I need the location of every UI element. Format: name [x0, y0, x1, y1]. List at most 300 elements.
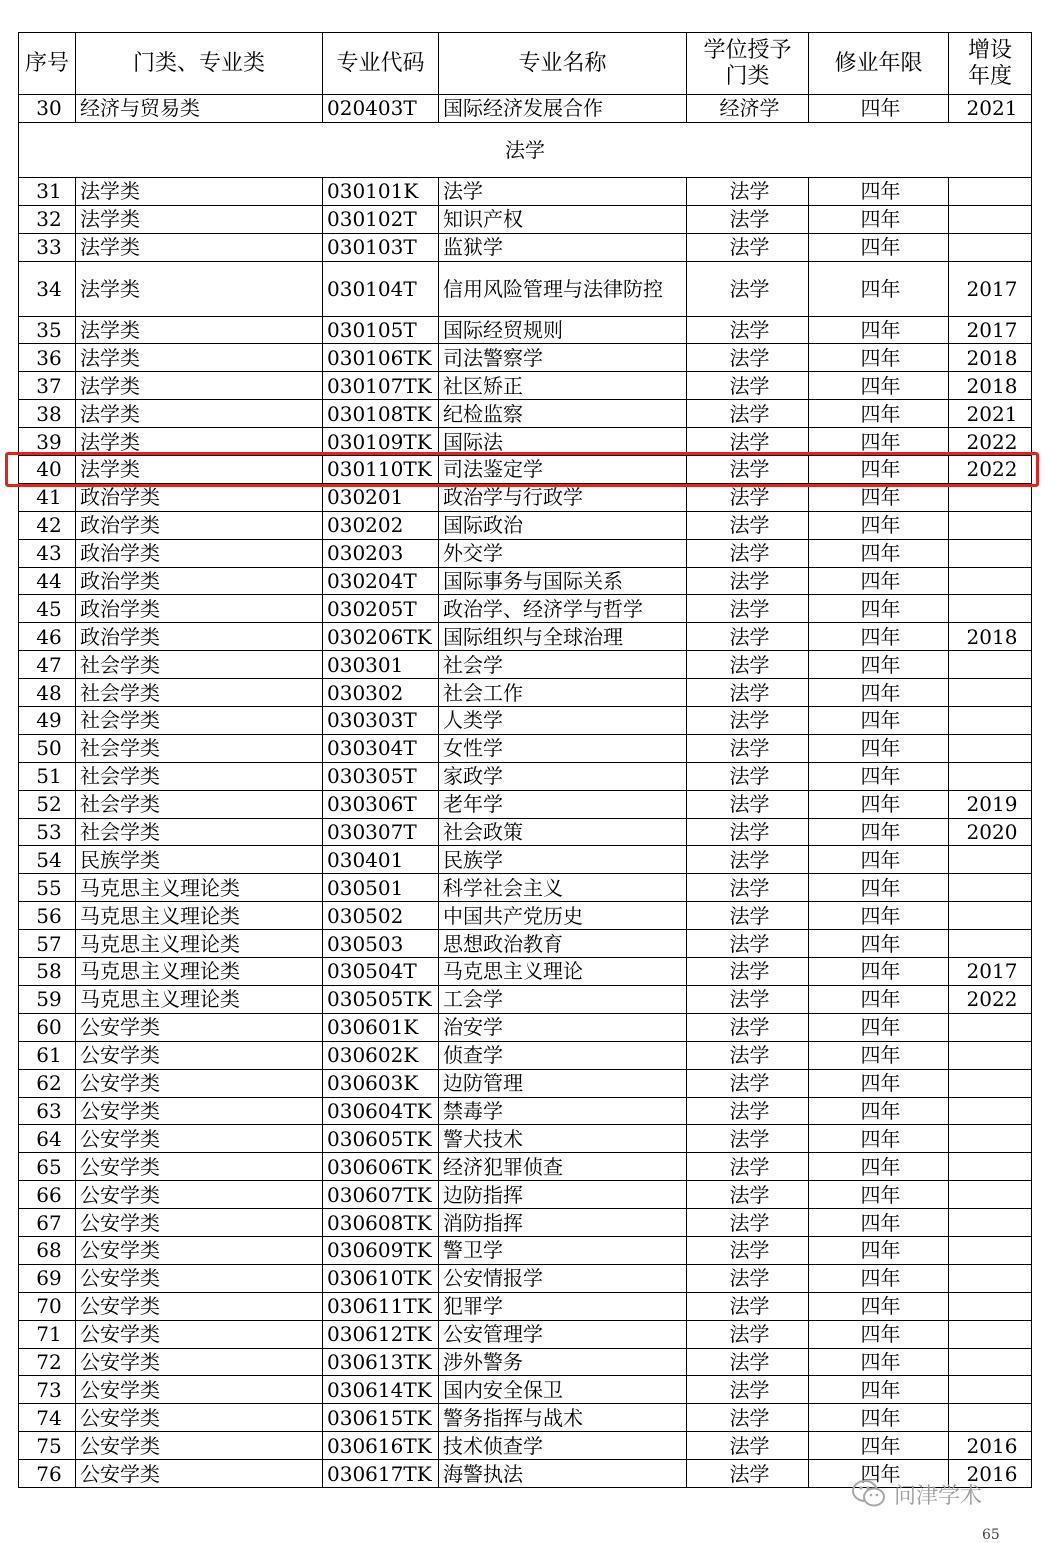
- cell-code: 030302: [323, 679, 439, 707]
- table-row: [19, 1404, 1032, 1432]
- cell-degree: 法学: [687, 595, 809, 623]
- cell-name: 国际政治: [439, 511, 687, 539]
- cell-category: 公安学类: [76, 1209, 323, 1237]
- cell-added-year: 2016: [949, 1432, 1032, 1460]
- cell-added-year: [949, 205, 1032, 233]
- cell-degree: 法学: [687, 567, 809, 595]
- table-row: [19, 1209, 1032, 1237]
- cell-name: 消防指挥: [439, 1209, 687, 1237]
- cell-degree: 法学: [687, 707, 809, 735]
- cell-code: 030611TK: [323, 1292, 439, 1320]
- cell-degree: 法学: [687, 762, 809, 790]
- table-row: [19, 1069, 1032, 1097]
- cell-degree: 法学: [687, 1348, 809, 1376]
- cell-name: 信用风险管理与法律防控: [439, 261, 687, 316]
- cell-category: 公安学类: [76, 1292, 323, 1320]
- cell-name: 司法鉴定学: [439, 456, 687, 484]
- cell-years: 四年: [809, 818, 949, 846]
- cell-years: 四年: [809, 1404, 949, 1432]
- cell-added-year: [949, 1292, 1032, 1320]
- table-row: [19, 734, 1032, 762]
- cell-years: 四年: [809, 567, 949, 595]
- cell-no: 54: [19, 846, 76, 874]
- cell-no: 42: [19, 511, 76, 539]
- cell-degree: 法学: [687, 344, 809, 372]
- cell-degree: 法学: [687, 1041, 809, 1069]
- cell-no: 35: [19, 316, 76, 344]
- table-row: [19, 372, 1032, 400]
- table-row: [19, 233, 1032, 261]
- cell-degree: 法学: [687, 958, 809, 986]
- cell-name: 治安学: [439, 1013, 687, 1041]
- cell-name: 社会政策: [439, 818, 687, 846]
- table-header-row: [19, 33, 1032, 95]
- cell-no: 75: [19, 1432, 76, 1460]
- cell-no: 33: [19, 233, 76, 261]
- cell-code: 030605TK: [323, 1125, 439, 1153]
- cell-no: 55: [19, 874, 76, 902]
- table-row: [19, 316, 1032, 344]
- cell-code: 030607TK: [323, 1181, 439, 1209]
- cell-added-year: [949, 707, 1032, 735]
- cell-no: 51: [19, 762, 76, 790]
- cell-added-year: 2017: [949, 958, 1032, 986]
- cell-degree: 法学: [687, 261, 809, 316]
- cell-years: 四年: [809, 1181, 949, 1209]
- cell-code: 030604TK: [323, 1097, 439, 1125]
- cell-years: 四年: [809, 205, 949, 233]
- table-row: [19, 874, 1032, 902]
- cell-no: 43: [19, 539, 76, 567]
- cell-added-year: 2021: [949, 95, 1032, 123]
- cell-category: 法学类: [76, 400, 323, 428]
- cell-category: 政治学类: [76, 567, 323, 595]
- cell-code: 030503: [323, 930, 439, 958]
- cell-name: 警务指挥与战术: [439, 1404, 687, 1432]
- table-row: [19, 177, 1032, 205]
- highlight-box: [5, 452, 1039, 488]
- cell-name: 家政学: [439, 762, 687, 790]
- cell-degree: 法学: [687, 1292, 809, 1320]
- cell-name: 女性学: [439, 734, 687, 762]
- cell-no: 41: [19, 483, 76, 511]
- cell-years: 四年: [809, 651, 949, 679]
- cell-added-year: [949, 930, 1032, 958]
- table-row: [19, 539, 1032, 567]
- cell-name: 公安情报学: [439, 1264, 687, 1292]
- cell-degree: 法学: [687, 1320, 809, 1348]
- cell-code: 030108TK: [323, 400, 439, 428]
- cell-degree: 法学: [687, 734, 809, 762]
- cell-added-year: [949, 679, 1032, 707]
- cell-name: 法学: [439, 177, 687, 205]
- cell-no: 67: [19, 1209, 76, 1237]
- cell-code: 030602K: [323, 1041, 439, 1069]
- cell-category: 公安学类: [76, 1236, 323, 1264]
- cell-category: 公安学类: [76, 1376, 323, 1404]
- cell-no: 72: [19, 1348, 76, 1376]
- table-row: [19, 595, 1032, 623]
- cell-years: 四年: [809, 595, 949, 623]
- cell-added-year: [949, 1125, 1032, 1153]
- cell-no: 69: [19, 1264, 76, 1292]
- header-added-line1: 增设: [967, 38, 1012, 64]
- header-added-year: [949, 33, 1032, 95]
- header-category: 门类、专业类: [76, 33, 323, 95]
- cell-name: 纪检监察: [439, 400, 687, 428]
- table-row: [19, 1153, 1032, 1181]
- section-row: [19, 122, 1032, 177]
- cell-degree: 法学: [687, 1097, 809, 1125]
- cell-years: 四年: [809, 511, 949, 539]
- cell-degree: 法学: [687, 846, 809, 874]
- cell-added-year: [949, 1209, 1032, 1237]
- cell-years: 四年: [809, 902, 949, 930]
- cell-no: 48: [19, 679, 76, 707]
- cell-code: 020403T: [323, 95, 439, 123]
- cell-category: 公安学类: [76, 1069, 323, 1097]
- cell-category: 社会学类: [76, 734, 323, 762]
- cell-years: 四年: [809, 958, 949, 986]
- table-body: [19, 95, 1032, 1488]
- cell-category: 马克思主义理论类: [76, 874, 323, 902]
- cell-added-year: [949, 1041, 1032, 1069]
- cell-name: 国际法: [439, 428, 687, 456]
- cell-category: 公安学类: [76, 1460, 323, 1488]
- cell-added-year: [949, 539, 1032, 567]
- watermark-text: 问津学术: [894, 1483, 983, 1509]
- cell-name: 工会学: [439, 985, 687, 1013]
- cell-degree: 法学: [687, 1460, 809, 1488]
- cell-degree: 法学: [687, 1264, 809, 1292]
- cell-code: 030601K: [323, 1013, 439, 1041]
- cell-added-year: 2022: [949, 456, 1032, 484]
- cell-added-year: 2017: [949, 261, 1032, 316]
- cell-no: 56: [19, 902, 76, 930]
- cell-no: 34: [19, 261, 76, 316]
- cell-category: 政治学类: [76, 511, 323, 539]
- cell-years: 四年: [809, 1320, 949, 1348]
- cell-category: 公安学类: [76, 1125, 323, 1153]
- cell-category: 公安学类: [76, 1264, 323, 1292]
- cell-name: 社会学: [439, 651, 687, 679]
- cell-code: 030306T: [323, 790, 439, 818]
- cell-added-year: [949, 1069, 1032, 1097]
- cell-category: 公安学类: [76, 1320, 323, 1348]
- cell-added-year: [949, 511, 1032, 539]
- cell-code: 030501: [323, 874, 439, 902]
- header-name: 专业名称: [439, 33, 687, 95]
- cell-code: 030617TK: [323, 1460, 439, 1488]
- table-row: [19, 958, 1032, 986]
- cell-years: 四年: [809, 428, 949, 456]
- cell-degree: 法学: [687, 1125, 809, 1153]
- cell-added-year: 2020: [949, 818, 1032, 846]
- cell-no: 61: [19, 1041, 76, 1069]
- page-number: 65: [982, 1527, 1000, 1543]
- cell-no: 71: [19, 1320, 76, 1348]
- cell-years: 四年: [809, 1153, 949, 1181]
- cell-no: 40: [19, 456, 76, 484]
- cell-name: 科学社会主义: [439, 874, 687, 902]
- cell-added-year: [949, 1181, 1032, 1209]
- cell-category: 法学类: [76, 456, 323, 484]
- cell-category: 法学类: [76, 372, 323, 400]
- cell-added-year: [949, 1013, 1032, 1041]
- cell-no: 66: [19, 1181, 76, 1209]
- cell-name: 思想政治教育: [439, 930, 687, 958]
- cell-added-year: 2018: [949, 344, 1032, 372]
- table-row: [19, 1181, 1032, 1209]
- cell-code: 030107TK: [323, 372, 439, 400]
- cell-code: 030304T: [323, 734, 439, 762]
- cell-code: 030203: [323, 539, 439, 567]
- cell-degree: 法学: [687, 1181, 809, 1209]
- cell-no: 39: [19, 428, 76, 456]
- cell-category: 公安学类: [76, 1348, 323, 1376]
- cell-no: 58: [19, 958, 76, 986]
- cell-no: 64: [19, 1125, 76, 1153]
- cell-years: 四年: [809, 233, 949, 261]
- cell-category: 公安学类: [76, 1013, 323, 1041]
- cell-years: 四年: [809, 1125, 949, 1153]
- cell-no: 73: [19, 1376, 76, 1404]
- cell-added-year: [949, 233, 1032, 261]
- cell-category: 马克思主义理论类: [76, 985, 323, 1013]
- cell-no: 50: [19, 734, 76, 762]
- cell-name: 政治学与行政学: [439, 483, 687, 511]
- cell-years: 四年: [809, 985, 949, 1013]
- cell-name: 外交学: [439, 539, 687, 567]
- cell-years: 四年: [809, 316, 949, 344]
- cell-code: 030102T: [323, 205, 439, 233]
- table-row: [19, 1292, 1032, 1320]
- table-row: [19, 205, 1032, 233]
- cell-name: 警犬技术: [439, 1125, 687, 1153]
- cell-code: 030613TK: [323, 1348, 439, 1376]
- cell-category: 马克思主义理论类: [76, 902, 323, 930]
- cell-category: 民族学类: [76, 846, 323, 874]
- cell-category: 法学类: [76, 428, 323, 456]
- cell-category: 公安学类: [76, 1153, 323, 1181]
- cell-no: 53: [19, 818, 76, 846]
- cell-no: 57: [19, 930, 76, 958]
- section-title: 法学: [19, 122, 1032, 177]
- table-row: [19, 623, 1032, 651]
- cell-no: 46: [19, 623, 76, 651]
- cell-category: 法学类: [76, 344, 323, 372]
- cell-no: 44: [19, 567, 76, 595]
- cell-category: 公安学类: [76, 1097, 323, 1125]
- cell-category: 法学类: [76, 177, 323, 205]
- cell-years: 四年: [809, 1041, 949, 1069]
- cell-no: 68: [19, 1236, 76, 1264]
- cell-category: 社会学类: [76, 707, 323, 735]
- cell-degree: 法学: [687, 177, 809, 205]
- cell-category: 公安学类: [76, 1404, 323, 1432]
- cell-years: 四年: [809, 1264, 949, 1292]
- cell-added-year: 2016: [949, 1460, 1032, 1488]
- cell-code: 030603K: [323, 1069, 439, 1097]
- cell-years: 四年: [809, 1069, 949, 1097]
- cell-code: 030307T: [323, 818, 439, 846]
- cell-degree: 法学: [687, 428, 809, 456]
- cell-category: 社会学类: [76, 762, 323, 790]
- cell-years: 四年: [809, 1209, 949, 1237]
- cell-years: 四年: [809, 734, 949, 762]
- table-row: [19, 1376, 1032, 1404]
- cell-code: 030103T: [323, 233, 439, 261]
- cell-code: 030504T: [323, 958, 439, 986]
- watermark: [852, 1478, 982, 1510]
- cell-years: 四年: [809, 707, 949, 735]
- cell-code: 030608TK: [323, 1209, 439, 1237]
- cell-code: 030505TK: [323, 985, 439, 1013]
- table-row: [19, 818, 1032, 846]
- header-degree-line1: 学位授予: [703, 38, 792, 64]
- majors-table: [18, 32, 1032, 1488]
- cell-added-year: [949, 567, 1032, 595]
- table-row: [19, 1125, 1032, 1153]
- wechat-icon: [852, 1479, 886, 1509]
- cell-no: 32: [19, 205, 76, 233]
- cell-degree: 法学: [687, 818, 809, 846]
- cell-category: 法学类: [76, 261, 323, 316]
- cell-no: 38: [19, 400, 76, 428]
- table-row: [19, 790, 1032, 818]
- cell-category: 经济与贸易类: [76, 95, 323, 123]
- cell-name: 知识产权: [439, 205, 687, 233]
- cell-years: 四年: [809, 372, 949, 400]
- cell-code: 030104T: [323, 261, 439, 316]
- cell-code: 030612TK: [323, 1320, 439, 1348]
- cell-degree: 法学: [687, 539, 809, 567]
- cell-years: 四年: [809, 177, 949, 205]
- cell-degree: 法学: [687, 874, 809, 902]
- cell-code: 030401: [323, 846, 439, 874]
- cell-category: 法学类: [76, 233, 323, 261]
- cell-category: 政治学类: [76, 539, 323, 567]
- cell-code: 030109TK: [323, 428, 439, 456]
- cell-name: 政治学、经济学与哲学: [439, 595, 687, 623]
- cell-category: 社会学类: [76, 679, 323, 707]
- header-degree-line2: 门类: [725, 63, 770, 89]
- table-row: [19, 930, 1032, 958]
- cell-years: 四年: [809, 400, 949, 428]
- cell-code: 030206TK: [323, 623, 439, 651]
- cell-no: 59: [19, 985, 76, 1013]
- header-code: 专业代码: [323, 33, 439, 95]
- cell-years: 四年: [809, 539, 949, 567]
- cell-years: 四年: [809, 790, 949, 818]
- cell-code: 030101K: [323, 177, 439, 205]
- cell-name: 中国共产党历史: [439, 902, 687, 930]
- cell-added-year: [949, 1376, 1032, 1404]
- table-row: [19, 1013, 1032, 1041]
- header-no: 序号: [19, 33, 76, 95]
- cell-years: 四年: [809, 762, 949, 790]
- table-row: [19, 400, 1032, 428]
- cell-added-year: [949, 483, 1032, 511]
- cell-years: 四年: [809, 95, 949, 123]
- table-row: [19, 1264, 1032, 1292]
- cell-code: 030110TK: [323, 456, 439, 484]
- cell-degree: 法学: [687, 483, 809, 511]
- cell-category: 政治学类: [76, 623, 323, 651]
- table-row: [19, 651, 1032, 679]
- cell-code: 030609TK: [323, 1236, 439, 1264]
- cell-name: 国际经贸规则: [439, 316, 687, 344]
- cell-category: 社会学类: [76, 651, 323, 679]
- cell-added-year: 2019: [949, 790, 1032, 818]
- cell-no: 49: [19, 707, 76, 735]
- cell-code: 030106TK: [323, 344, 439, 372]
- cell-degree: 法学: [687, 1069, 809, 1097]
- cell-years: 四年: [809, 456, 949, 484]
- cell-no: 76: [19, 1460, 76, 1488]
- cell-added-year: [949, 1236, 1032, 1264]
- cell-years: 四年: [809, 874, 949, 902]
- cell-code: 030105T: [323, 316, 439, 344]
- cell-degree: 法学: [687, 1209, 809, 1237]
- header-degree: [687, 33, 809, 95]
- cell-years: 四年: [809, 1013, 949, 1041]
- cell-name: 侦查学: [439, 1041, 687, 1069]
- table-row: [19, 1236, 1032, 1264]
- cell-degree: 法学: [687, 790, 809, 818]
- cell-added-year: [949, 902, 1032, 930]
- cell-code: 030303T: [323, 707, 439, 735]
- cell-name: 民族学: [439, 846, 687, 874]
- cell-name: 经济犯罪侦查: [439, 1153, 687, 1181]
- cell-name: 社会工作: [439, 679, 687, 707]
- cell-degree: 法学: [687, 372, 809, 400]
- cell-no: 52: [19, 790, 76, 818]
- cell-no: 70: [19, 1292, 76, 1320]
- cell-no: 30: [19, 95, 76, 123]
- cell-name: 监狱学: [439, 233, 687, 261]
- cell-code: 030205T: [323, 595, 439, 623]
- cell-degree: 法学: [687, 1236, 809, 1264]
- cell-years: 四年: [809, 679, 949, 707]
- cell-degree: 法学: [687, 511, 809, 539]
- cell-category: 政治学类: [76, 595, 323, 623]
- cell-added-year: [949, 1153, 1032, 1181]
- table-row: [19, 483, 1032, 511]
- cell-category: 政治学类: [76, 483, 323, 511]
- cell-code: 030201: [323, 483, 439, 511]
- cell-no: 31: [19, 177, 76, 205]
- cell-years: 四年: [809, 1348, 949, 1376]
- cell-category: 马克思主义理论类: [76, 958, 323, 986]
- cell-added-year: 2018: [949, 372, 1032, 400]
- cell-no: 36: [19, 344, 76, 372]
- cell-name: 国际组织与全球治理: [439, 623, 687, 651]
- cell-degree: 法学: [687, 1404, 809, 1432]
- cell-category: 法学类: [76, 316, 323, 344]
- cell-years: 四年: [809, 623, 949, 651]
- cell-added-year: [949, 734, 1032, 762]
- cell-years: 四年: [809, 1376, 949, 1404]
- cell-code: 030305T: [323, 762, 439, 790]
- table-row: [19, 1097, 1032, 1125]
- cell-years: 四年: [809, 344, 949, 372]
- cell-years: 四年: [809, 1292, 949, 1320]
- cell-category: 社会学类: [76, 818, 323, 846]
- table-row: [19, 95, 1032, 123]
- cell-name: 马克思主义理论: [439, 958, 687, 986]
- table-row: [19, 762, 1032, 790]
